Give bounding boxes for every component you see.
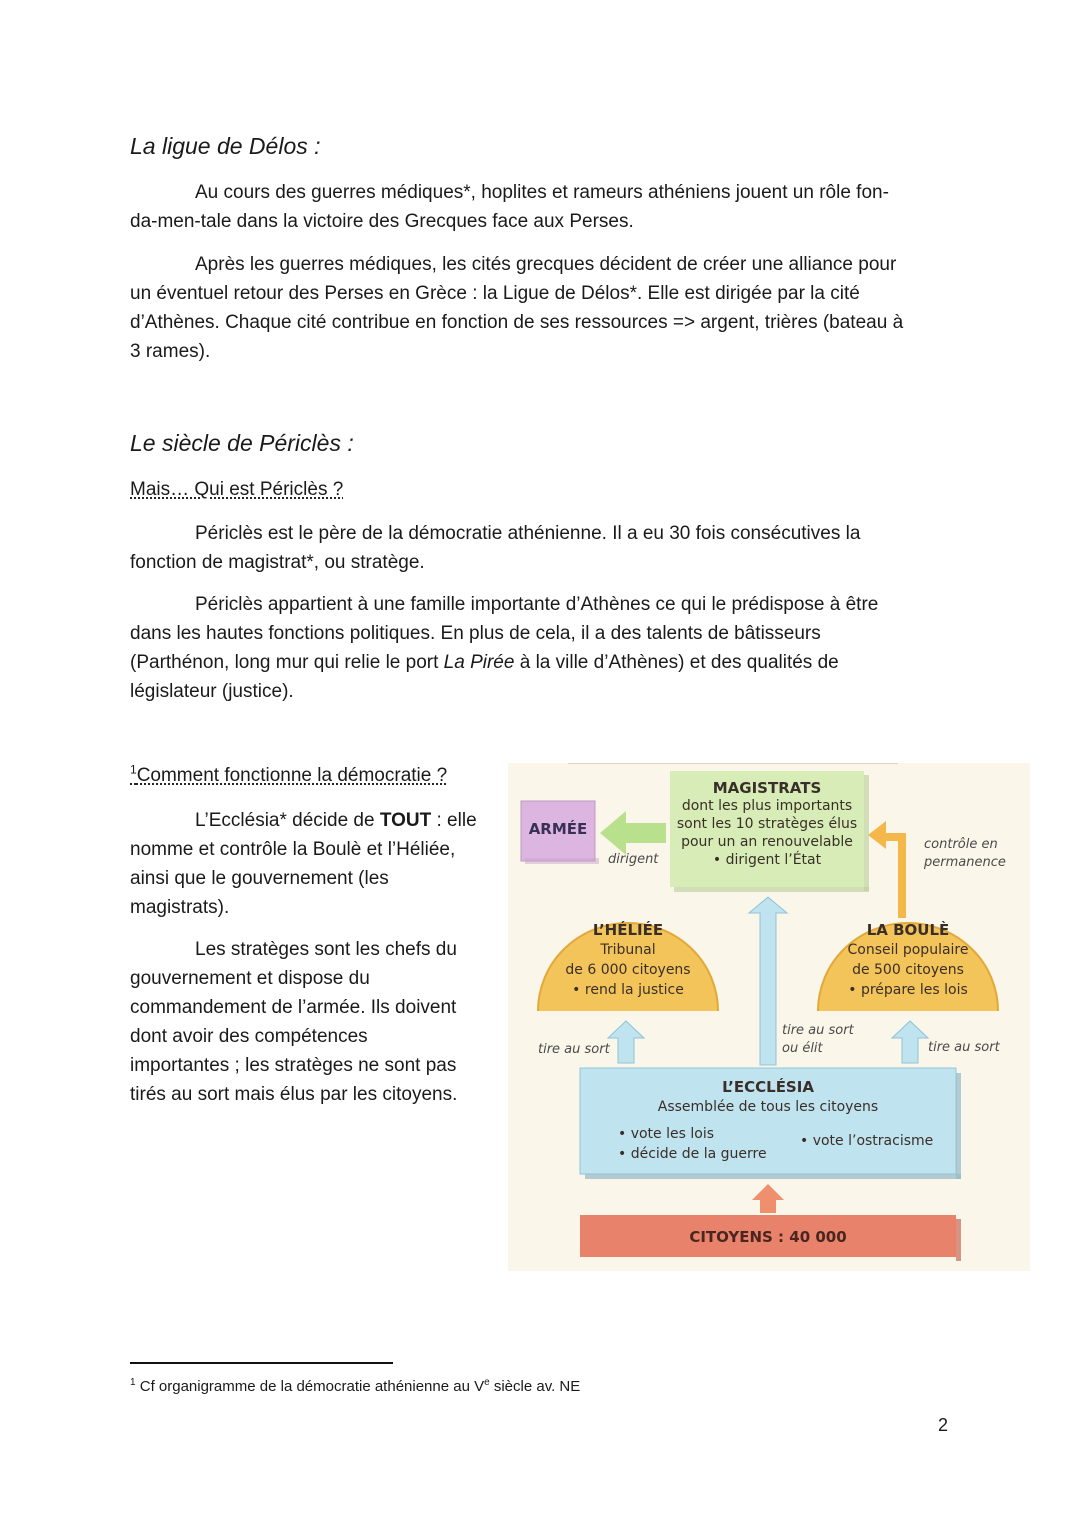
magistrats-box xyxy=(670,779,864,869)
footnote-text: Cf organigramme de la démocratie athénienne au V xyxy=(135,1378,485,1395)
caption-controle xyxy=(924,836,1006,872)
magistrats-line: dont les plus importants xyxy=(681,798,853,814)
text-line: magistrats). xyxy=(130,897,230,918)
text-line: législateur (justice). xyxy=(130,681,294,702)
ecclesia-bullet-right: • vote l’ostracisme xyxy=(800,1133,934,1149)
subheading-fonctionnement-democratie xyxy=(130,762,448,787)
text-line xyxy=(130,648,960,677)
footnote-reference[interactable]: 1 xyxy=(130,762,137,777)
caption-tire-au-sort-right: tire au sort xyxy=(928,1040,1000,1055)
ecclesia-bullets-left xyxy=(618,1124,767,1164)
text-line: da-men-tale dans la victoire des Grecques face aux Perses. xyxy=(130,211,634,232)
boule-title: LA BOULÈ xyxy=(866,921,950,939)
text-line: commandement de l’armée. Ils doivent xyxy=(130,997,457,1018)
caption-dirigent: dirigent xyxy=(608,852,659,867)
paragraph-guerres-mediques xyxy=(130,178,950,236)
section-heading-siecle-pericles: Le siècle de Périclès : xyxy=(130,430,354,456)
magistrats-line: sont les 10 stratèges élus xyxy=(676,816,858,832)
citoyens-label: CITOYENS : 40 000 xyxy=(689,1228,847,1246)
caption-line: contrôle en xyxy=(924,837,998,852)
ecclesia-bullet: • vote les lois xyxy=(618,1126,714,1142)
text-line: dans les hautes fonctions politiques. En plus de cela, il a des talents de bâtisseurs xyxy=(130,623,821,644)
heliee-line: Tribunal xyxy=(600,942,656,958)
caption-line: ou élit xyxy=(782,1041,823,1056)
paragraph-pericles-pere xyxy=(130,519,960,577)
page-number: 2 xyxy=(938,1415,949,1435)
magistrats-title: MAGISTRATS xyxy=(712,779,822,797)
heliee-line: de 6 000 citoyens xyxy=(565,962,691,978)
paragraph-ligue-delos xyxy=(130,250,960,366)
ecclesia-box xyxy=(580,1077,956,1117)
paragraph-ecclesia xyxy=(130,806,500,922)
subheading-text: Comment fonctionne la démocratie ? xyxy=(136,765,448,786)
heliee-box xyxy=(538,920,718,1000)
text-line: fonction de magistrat*, ou stratège. xyxy=(130,552,425,573)
text-line: importantes ; les stratèges ne sont pas xyxy=(130,1055,457,1076)
armee-label: ARMÉE xyxy=(528,820,588,838)
footnote-superscript: e xyxy=(484,1377,490,1388)
footnote xyxy=(130,1377,580,1395)
caption-tire-ou-elit xyxy=(782,1022,854,1058)
text-span: L’Ecclésia* décide de xyxy=(195,810,380,831)
text-italic-la-piree: La Pirée xyxy=(443,652,515,673)
text-line: Périclès appartient à une famille importante d’Athènes ce qui le prédispose à être xyxy=(195,594,879,615)
footnote-number: 1 xyxy=(130,1377,136,1388)
heliee-title: L’HÉLIÉE xyxy=(592,921,664,939)
text-line: un éventuel retour des Perses en Grèce : la Ligue de Délos*. Elle est dirigée par la cité xyxy=(130,283,860,304)
subheading-qui-est-pericles: Mais… Qui est Périclès ? xyxy=(130,479,344,500)
caption-tire-au-sort-left: tire au sort xyxy=(538,1042,610,1057)
caption-line: permanence xyxy=(924,855,1006,870)
paragraph-pericles-famille xyxy=(130,590,960,706)
text-line: gouvernement et dispose du xyxy=(130,968,370,989)
boule-line: Conseil populaire xyxy=(847,942,969,958)
democracy-organigram xyxy=(508,763,1030,1271)
section-heading-ligue-delos: La ligue de Délos : xyxy=(130,133,321,159)
text-span: : elle xyxy=(431,810,477,831)
text-line xyxy=(130,806,500,835)
boule-box xyxy=(818,920,998,1000)
heliee-line: • rend la justice xyxy=(572,982,684,998)
text-line: Au cours des guerres médiques*, hoplites et rameurs athéniens jouent un rôle fon- xyxy=(195,182,889,203)
text-line: Après les guerres médiques, les cités grecques décident de créer une alliance pour xyxy=(195,254,897,275)
text-span: (Parthénon, long mur qui relie le port xyxy=(130,652,444,673)
ecclesia-bullet: • décide de la guerre xyxy=(618,1146,767,1162)
text-span: à la ville d’Athènes) et des qualités de xyxy=(514,652,839,673)
text-line: Les stratèges sont les chefs du xyxy=(195,939,457,960)
boule-line: de 500 citoyens xyxy=(852,962,964,978)
text-bold-tout: TOUT xyxy=(379,810,432,831)
magistrats-line: pour un an renouvelable xyxy=(681,834,853,850)
text-line: tirés au sort mais élus par les citoyens. xyxy=(130,1084,458,1105)
text-line: ainsi que le gouvernement (les xyxy=(130,868,389,889)
footnote-text: siècle av. NE xyxy=(489,1378,581,1395)
footnote-separator xyxy=(130,1362,393,1364)
text-line: d’Athènes. Chaque cité contribue en fonction de ses ressources => argent, trières (bateau à xyxy=(130,312,904,333)
caption-line: tire au sort xyxy=(782,1023,854,1038)
ecclesia-title: L’ECCLÉSIA xyxy=(722,1078,814,1096)
text-line: 3 rames). xyxy=(130,341,211,362)
text-line: dont avoir des compétences xyxy=(130,1026,368,1047)
text-line: nomme et contrôle la Boulè et l’Héliée, xyxy=(130,839,456,860)
ecclesia-subtitle: Assemblée de tous les citoyens xyxy=(657,1099,879,1115)
paragraph-strateges xyxy=(130,935,500,1109)
text-line: Périclès est le père de la démocratie athénienne. Il a eu 30 fois consécutives la xyxy=(195,523,861,544)
magistrats-line: • dirigent l’État xyxy=(712,852,822,868)
boule-line: • prépare les lois xyxy=(848,982,968,998)
